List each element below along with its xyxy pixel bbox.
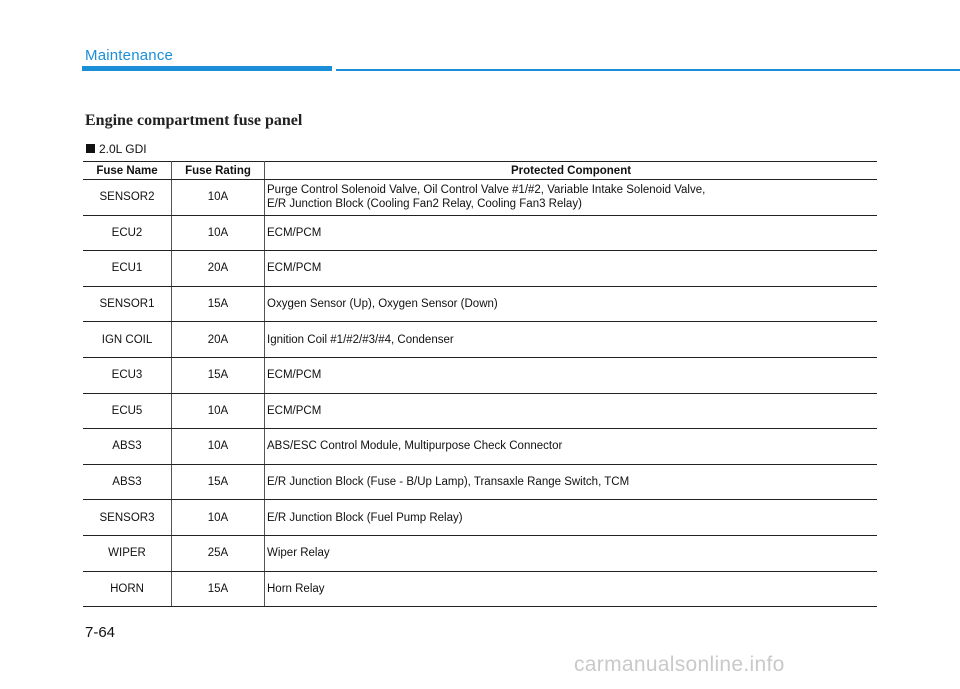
protected-component-cell: Ignition Coil #1/#2/#3/#4, Condenser [265, 322, 878, 358]
header-rule-accent [82, 66, 332, 71]
protected-component-cell: ECM/PCM [265, 215, 878, 251]
table-row [83, 535, 877, 571]
protected-component-line: E/R Junction Block (Cooling Fan2 Relay, Cooling Fan3 Relay) [267, 198, 582, 211]
section-title: Maintenance [85, 47, 174, 64]
fuse-rating-cell: 10A [172, 180, 265, 216]
page-heading: Engine compartment fuse panel [85, 112, 303, 129]
protected-component-cell: ECM/PCM [265, 251, 878, 287]
fuse-name-cell: IGN COIL [83, 322, 172, 358]
table-row [83, 571, 877, 607]
table-row [83, 215, 877, 251]
protected-component-cell: ABS/ESC Control Module, Multipurpose Check Connector [265, 429, 878, 465]
square-bullet-icon [86, 144, 95, 153]
table-row [83, 286, 877, 322]
fuse-table [83, 161, 877, 607]
table-row [83, 393, 877, 429]
fuse-name-cell: SENSOR1 [83, 286, 172, 322]
fuse-rating-cell: 15A [172, 571, 265, 607]
table-header-row [83, 162, 877, 180]
protected-component-cell: E/R Junction Block (Fuse - B/Up Lamp), Transaxle Range Switch, TCM [265, 464, 878, 500]
engine-variant [86, 142, 147, 156]
fuse-rating-cell: 15A [172, 357, 265, 393]
fuse-rating-cell: 10A [172, 429, 265, 465]
page-number: 7-64 [85, 624, 116, 641]
table-row [83, 429, 877, 465]
fuse-rating-cell: 25A [172, 535, 265, 571]
protected-component-cell: Oxygen Sensor (Up), Oxygen Sensor (Down) [265, 286, 878, 322]
protected-component-cell: ECM/PCM [265, 393, 878, 429]
fuse-name-cell: HORN [83, 571, 172, 607]
fuse-name-cell: ECU5 [83, 393, 172, 429]
table-row [83, 251, 877, 287]
header-rule [336, 69, 960, 71]
table-row [83, 180, 877, 216]
protected-component-cell: Horn Relay [265, 571, 878, 607]
fuse-name-cell: ECU1 [83, 251, 172, 287]
protected-component-cell: E/R Junction Block (Fuel Pump Relay) [265, 500, 878, 536]
fuse-name-cell: ABS3 [83, 429, 172, 465]
fuse-rating-cell: 20A [172, 251, 265, 287]
fuse-name-cell: WIPER [83, 535, 172, 571]
fuse-name-cell: SENSOR2 [83, 180, 172, 216]
table-row [83, 500, 877, 536]
protected-component-cell [265, 180, 878, 216]
column-header-fuse-rating: Fuse Rating [172, 162, 265, 180]
protected-component-cell: ECM/PCM [265, 357, 878, 393]
fuse-rating-cell: 20A [172, 322, 265, 358]
fuse-rating-cell: 10A [172, 393, 265, 429]
protected-component-line: Purge Control Solenoid Valve, Oil Control Valve #1/#2, Variable Intake Solenoid Valve, [267, 184, 706, 197]
watermark: carmanualsonline.info [574, 653, 785, 676]
fuse-name-cell: ECU3 [83, 357, 172, 393]
fuse-name-cell: ECU2 [83, 215, 172, 251]
fuse-rating-cell: 15A [172, 286, 265, 322]
table-row [83, 322, 877, 358]
column-header-fuse-name: Fuse Name [83, 162, 172, 180]
fuse-rating-cell: 10A [172, 500, 265, 536]
fuse-rating-cell: 10A [172, 215, 265, 251]
table-row [83, 464, 877, 500]
fuse-name-cell: SENSOR3 [83, 500, 172, 536]
table-row [83, 357, 877, 393]
fuse-rating-cell: 15A [172, 464, 265, 500]
fuse-name-cell: ABS3 [83, 464, 172, 500]
column-header-protected-component: Protected Component [265, 162, 878, 180]
engine-variant-label: 2.0L GDI [99, 142, 147, 156]
protected-component-cell: Wiper Relay [265, 535, 878, 571]
